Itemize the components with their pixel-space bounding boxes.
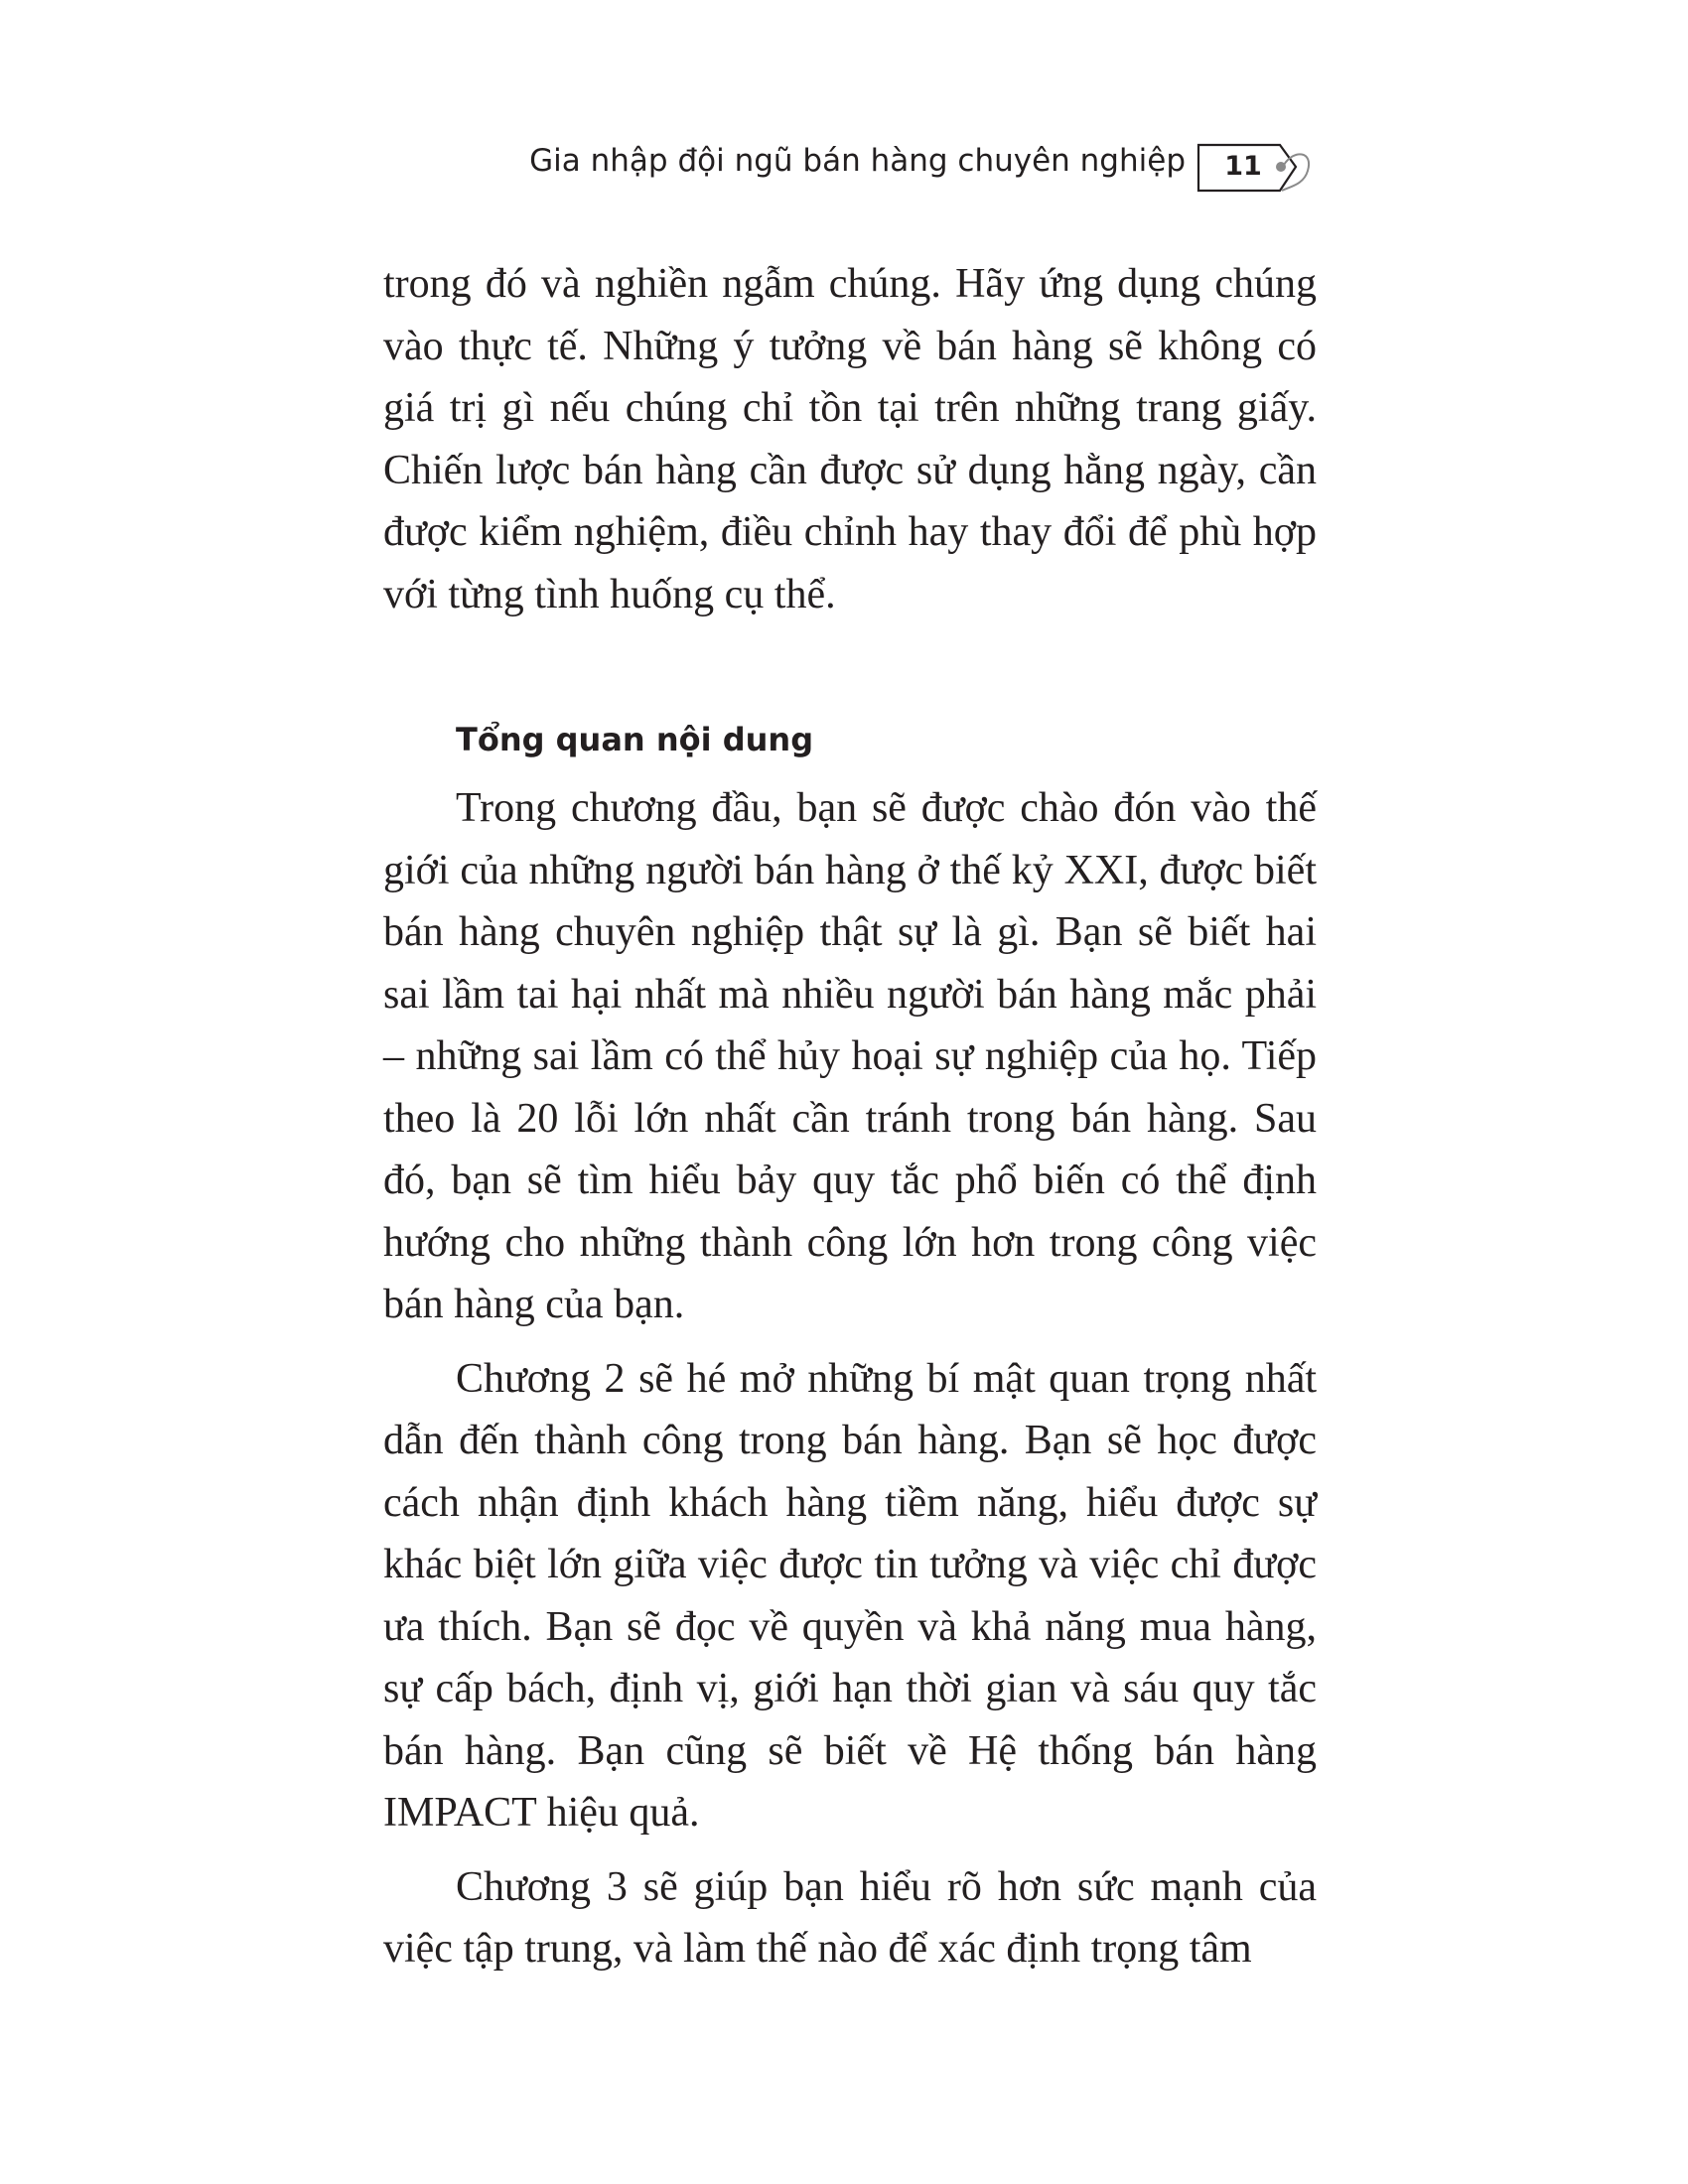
page-header bbox=[0, 139, 1688, 199]
section-heading: Tổng quan nội dung bbox=[456, 721, 814, 758]
page-number-tab bbox=[1196, 139, 1314, 197]
body-paragraph: Chương 2 sẽ hé mở những bí mật quan trọng nhất dẫn đến thành công trong bán hàng. Bạn sẽ học được cách nhận định khách hàng tiềm năng, hiểu được sự khác biệt lớn giữa việc được tin tưởng và việc chỉ được ưa thích. Bạn sẽ đọc về quyền và khả năng mua hàng, sự cấp bách, định vị, giới hạn thời gian và sáu quy tắc bán hàng. Bạn cũng sẽ biết về Hệ thống bán hàng IMPACT hiệu quả. bbox=[383, 1355, 1317, 1836]
body-paragraph: Chương 3 sẽ giúp bạn hiểu rõ hơn sức mạnh của việc tập trung, và làm thế nào để xác định trọng tâm bbox=[383, 1863, 1317, 1972]
body-paragraph: trong đó và nghiền ngẫm chúng. Hãy ứng dụng chúng vào thực tế. Những ý tưởng về bán hàng sẽ không có giá trị gì nếu chúng chỉ tồn tại trên những trang giấy. Chiến lược bán hàng cần được sử dụng hằng ngày, cần được kiểm nghiệm, điều chỉnh hay thay đổi để phù hợp với từng tình huống cụ thể. bbox=[383, 261, 1317, 617]
running-title: Gia nhập đội ngũ bán hàng chuyên nghiệp bbox=[529, 143, 1186, 179]
page-body bbox=[383, 253, 1317, 1980]
page-number: 11 bbox=[1224, 151, 1262, 182]
body-paragraph: Trong chương đầu, bạn sẽ được chào đón vào thế giới của những người bán hàng ở thế kỷ XXI, được biết bán hàng chuyên nghiệp thật sự là gì. Bạn sẽ biết hai sai lầm tai hại nhất mà nhiều người bán hàng mắc phải – những sai lầm có thể hủy hoại sự nghiệp của họ. Tiếp theo là 20 lỗi lớn nhất cần tránh trong bán hàng. Sau đó, bạn sẽ tìm hiểu bảy quy tắc phổ biến có thể định hướng cho những thành công lớn hơn trong công việc bán hàng của bạn. bbox=[383, 785, 1317, 1327]
